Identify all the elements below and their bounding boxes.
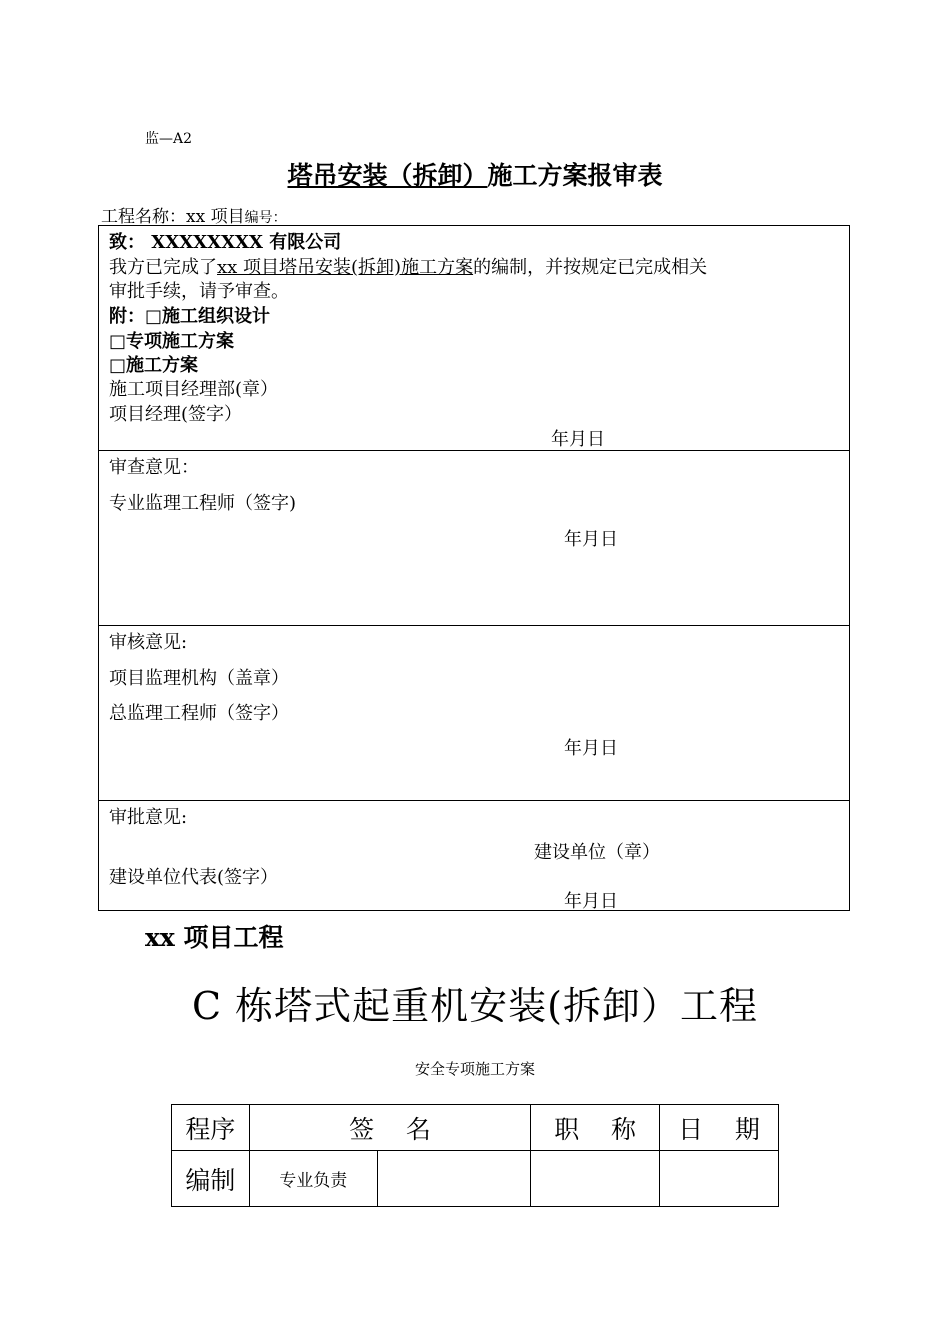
cell-procedure: 编制 xyxy=(172,1151,250,1207)
table-header-row xyxy=(172,1105,779,1151)
cell-signature[interactable] xyxy=(377,1151,531,1207)
cover-main-title: C 栋塔式起重机安装(拆卸）工程 xyxy=(192,984,758,1028)
title-rest: 施工方案报审表 xyxy=(487,161,663,190)
attach-label: 附： xyxy=(109,306,145,327)
approval-label: 审批意见: xyxy=(109,807,188,828)
review-form xyxy=(98,225,850,911)
table-row xyxy=(172,1151,779,1207)
checkbox-special-plan[interactable]: □专项施工方案 xyxy=(109,331,235,352)
review-section xyxy=(99,450,849,625)
cell-date[interactable] xyxy=(660,1151,779,1207)
number-label: 编号： xyxy=(244,210,287,226)
engineer-signature: 专业监理工程师（签字) xyxy=(109,493,297,514)
text-prefix: 我方已完成了 xyxy=(109,257,217,278)
header-title: 职 称 xyxy=(531,1105,660,1151)
submission-text-line2: 审批手续，请予审查。 xyxy=(109,281,289,302)
cover-subtitle: 安全专项施工方案 xyxy=(414,1060,535,1078)
audit-label: 审核意见: xyxy=(109,632,188,653)
project-dept-stamp: 施工项目经理部(章） xyxy=(109,379,279,400)
owner-rep-signature: 建设单位代表(签字） xyxy=(109,867,279,888)
submission-section xyxy=(99,226,849,451)
supervision-org-stamp: 项目监理机构（盖章） xyxy=(109,668,289,689)
title-underlined: 塔吊安装（拆卸） xyxy=(287,161,488,190)
checkbox-construction-design[interactable]: □施工组织设计 xyxy=(145,306,271,327)
audit-date: 年月日 xyxy=(564,738,618,759)
plan-name: xx 项目塔吊安装(拆卸)施工方案 xyxy=(217,257,474,278)
header-procedure: 程序 xyxy=(172,1105,250,1151)
approval-date: 年月日 xyxy=(564,891,618,912)
attachment-1 xyxy=(109,302,270,328)
approval-section xyxy=(99,800,849,911)
checkbox-construction-plan[interactable]: □施工方案 xyxy=(109,355,199,376)
header-date: 日 期 xyxy=(660,1105,779,1151)
submission-text xyxy=(109,253,707,279)
project-label: 工程名称：xx 项目 xyxy=(101,207,245,227)
cell-role: 专业负责 xyxy=(249,1151,377,1207)
cover-project-name: xx 项目工程 xyxy=(145,923,284,952)
submission-date: 年月日 xyxy=(551,429,605,450)
review-label: 审查意见： xyxy=(109,457,199,478)
signature-table xyxy=(171,1104,779,1207)
owner-unit-stamp: 建设单位（章） xyxy=(534,842,660,863)
header-signature: 签 名 xyxy=(249,1105,530,1151)
form-code: 监—A2 xyxy=(145,131,193,147)
text-suffix: 的编制，并按规定已完成相关 xyxy=(473,257,708,278)
cell-title[interactable] xyxy=(531,1151,660,1207)
form-title xyxy=(0,156,950,192)
project-manager-signature: 项目经理(签字） xyxy=(109,404,243,425)
review-date: 年月日 xyxy=(564,529,618,550)
project-line xyxy=(101,202,287,227)
addressee: 致： XXXXXXXX 有限公司 xyxy=(109,232,342,253)
chief-engineer-signature: 总监理工程师（签字） xyxy=(109,703,289,724)
audit-section xyxy=(99,625,849,800)
